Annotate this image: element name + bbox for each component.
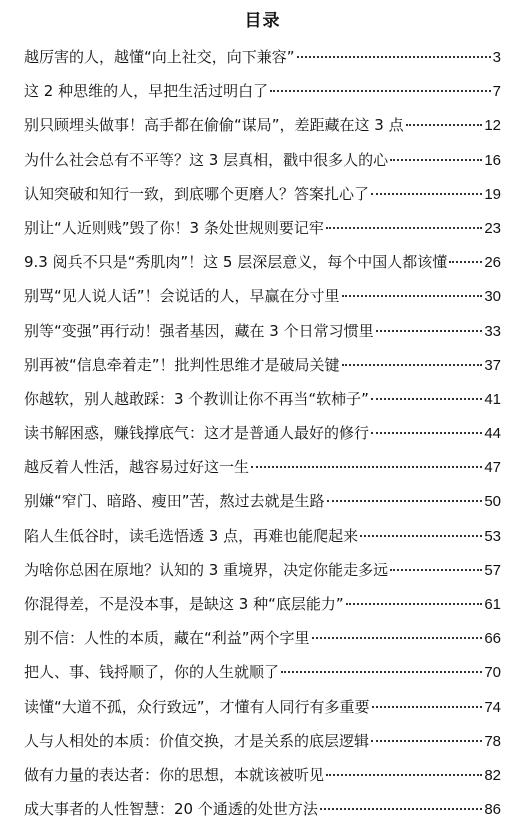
toc-entry-title: 把人、事、钱捋顺了，你的人生就顺了: [24, 663, 280, 682]
dot-leader: [371, 398, 482, 400]
toc-entry-page-number: 82: [484, 766, 501, 784]
toc-entry-page-number: 16: [484, 151, 501, 169]
dot-leader: [342, 295, 483, 297]
toc-entry-page-number: 86: [484, 801, 501, 819]
dot-leader: [342, 364, 483, 366]
toc-entry[interactable]: [24, 211, 501, 245]
toc-entry[interactable]: [24, 108, 501, 142]
toc-entry-title: 读书解困惑，赚钱撑底气：这才是普通人最好的修行: [24, 424, 370, 443]
toc-entry[interactable]: [24, 587, 501, 621]
toc-entry-page-number: 3: [492, 49, 501, 66]
toc-entry-title: 陷人生低谷时，读毛选悟透 3 点，再难也能爬起来: [24, 526, 359, 545]
toc-entry-title: 认知突破和知行一致，到底哪个更磨人？答案扎心了: [24, 184, 370, 203]
toc-entry-page-number: 78: [484, 732, 501, 750]
dot-leader: [326, 774, 482, 776]
dot-leader: [281, 671, 482, 673]
dot-leader: [346, 603, 483, 605]
toc-entry[interactable]: [24, 382, 501, 416]
toc-entry[interactable]: [24, 348, 501, 382]
toc-entry-page-number: 47: [484, 459, 501, 477]
toc-entry-title: 越反着人性活，越容易过好这一生: [24, 458, 250, 477]
toc-entry-title: 9.3 阅兵不只是“秀肌肉”！这 5 层深层意义，每个中国人都该懂: [24, 253, 448, 272]
toc-entry[interactable]: [24, 484, 501, 518]
toc-entry-title: 你混得差，不是没本事，是缺这 3 种“底层能力”: [24, 595, 344, 613]
toc-entry-title: 成大事者的人性智慧：20 个通透的处世方法: [24, 800, 318, 819]
toc-entry[interactable]: [24, 621, 501, 655]
toc-entry-title: 别等“变强”再行动！强者基因，藏在 3 个日常习惯里: [24, 321, 374, 340]
dot-leader: [390, 569, 482, 571]
toc-entry-title: 别让“人近则贱”毁了你！3 条处世规则要记牢: [24, 218, 324, 237]
toc-entry[interactable]: [24, 519, 501, 553]
dot-leader: [297, 56, 491, 58]
dot-leader: [327, 500, 483, 502]
toc-entry-page-number: 70: [484, 664, 501, 682]
toc-entry-page-number: 57: [484, 561, 501, 579]
toc-entry-title: 别再被“信息牵着走”！批判性思维才是破局关键: [24, 355, 340, 374]
toc-entry-page-number: 61: [484, 596, 501, 613]
dot-leader: [251, 466, 482, 468]
toc-entry-title: 这 2 种思维的人，早把生活过明白了: [24, 82, 269, 101]
toc-entry[interactable]: [24, 450, 501, 484]
toc-entry[interactable]: [24, 279, 501, 313]
dot-leader: [371, 432, 482, 434]
toc-entry-page-number: 19: [484, 185, 501, 203]
toc-entry-page-number: 23: [484, 219, 501, 237]
toc-entry-page-number: 66: [484, 630, 501, 648]
toc-entry[interactable]: [24, 553, 501, 587]
toc-entry[interactable]: [24, 314, 501, 348]
dot-leader: [371, 740, 482, 742]
toc-entry[interactable]: [24, 177, 501, 211]
toc-entry-title: 越厉害的人，越懂“向上社交，向下兼容”: [24, 48, 295, 66]
dot-leader: [390, 159, 482, 161]
toc-entry-title: 别不信：人性的本质，藏在“利益”两个字里: [24, 629, 310, 648]
toc-entry[interactable]: [24, 690, 501, 724]
dot-leader: [326, 227, 482, 229]
dot-leader: [360, 535, 482, 537]
toc-entry-title: 别骂“见人说人话”！会说话的人，早赢在分寸里: [24, 287, 340, 306]
toc-entry-title: 读懂“大道不孤，众行致远”，才懂有人同行有多重要: [24, 697, 370, 716]
dot-leader: [406, 124, 483, 126]
toc-entry-title: 别只顾埋头做事！高手都在偷偷“谋局”，差距藏在这 3 点: [24, 116, 404, 135]
toc-entry-page-number: 44: [484, 425, 501, 443]
toc-entry[interactable]: [24, 143, 501, 177]
toc-entry-title: 人与人相处的本质：价值交换，才是关系的底层逻辑: [24, 731, 370, 750]
toc-entry-title: 为啥你总困在原地？认知的 3 重境界，决定你能走多远: [24, 560, 389, 579]
toc-entry-page-number: 30: [484, 288, 501, 306]
toc-entry-page-number: 41: [484, 390, 501, 408]
toc-entry-page-number: 53: [484, 527, 501, 545]
toc-entry-title: 做有力量的表达者：你的思想，本就该被听见: [24, 765, 325, 784]
dot-leader: [270, 90, 491, 92]
toc-entry-title: 为什么社会总有不平等？这 3 层真相，戳中很多人的心: [24, 150, 389, 169]
toc-entry-page-number: 12: [484, 117, 501, 135]
toc-entry[interactable]: [24, 724, 501, 758]
toc-entry-page-number: 74: [484, 698, 501, 716]
toc-entry[interactable]: [24, 655, 501, 689]
toc-entry-page-number: 50: [484, 493, 501, 511]
toc-title: 目录: [244, 11, 281, 31]
dot-leader: [372, 706, 483, 708]
toc-entry-page-number: 37: [484, 356, 501, 374]
dot-leader: [320, 808, 482, 810]
toc-entry-page-number: 7: [492, 83, 501, 101]
toc-entry[interactable]: [24, 74, 501, 108]
toc-entry[interactable]: [24, 758, 501, 792]
dot-leader: [449, 261, 482, 263]
dot-leader: [312, 637, 483, 639]
toc-entry-title: 你越软，别人越敢踩：3 个教训让你不再当“软柿子”: [24, 389, 369, 408]
dot-leader: [371, 193, 482, 195]
toc-list: [24, 40, 501, 826]
toc-entry[interactable]: [24, 245, 501, 279]
toc-entry-page-number: 26: [484, 254, 501, 272]
toc-entry[interactable]: [24, 40, 501, 74]
toc-entry-title: 别嫌“窄门、暗路、瘦田”苦，熬过去就是生路: [24, 492, 325, 511]
toc-entry[interactable]: [24, 792, 501, 826]
toc-entry[interactable]: [24, 416, 501, 450]
dot-leader: [376, 330, 483, 332]
toc-entry-page-number: 33: [484, 322, 501, 340]
